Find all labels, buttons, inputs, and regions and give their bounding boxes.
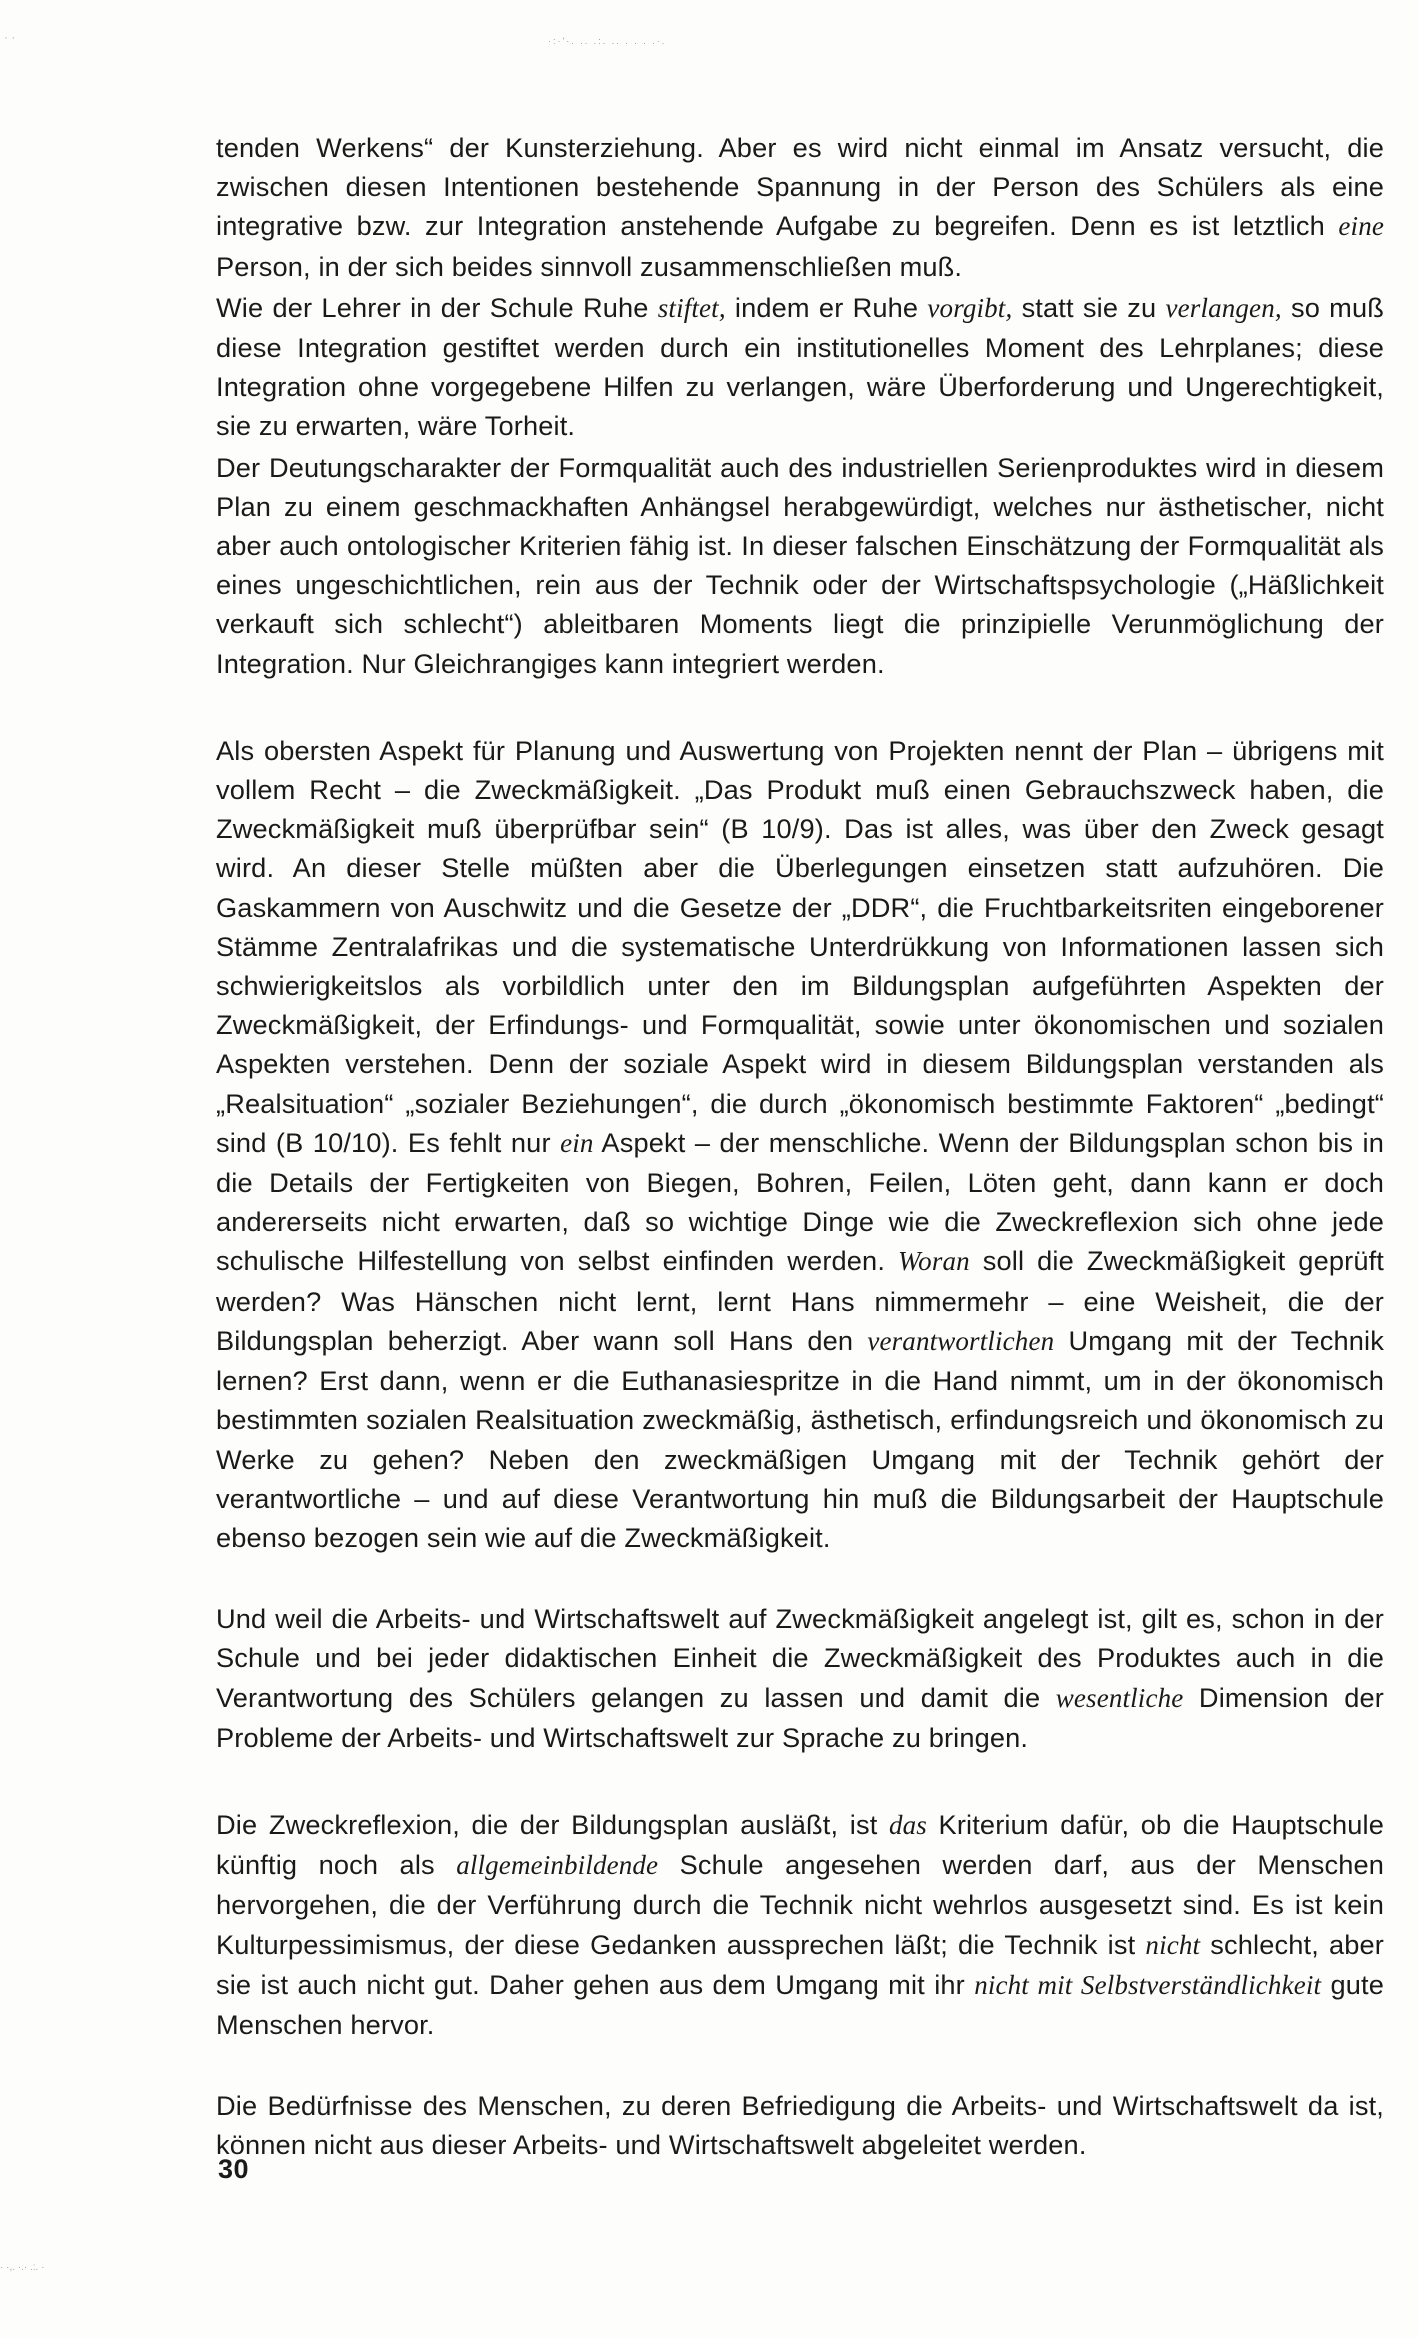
paragraph [216, 1599, 1384, 1757]
emphasized-text: eine [1338, 211, 1384, 242]
scan-artifact-top-left: · · [4, 30, 16, 44]
text-run: Schule angesehen werden darf, aus der Menschen hervorgehen, die der Verführung durch die Technik nicht wehrlos ausgesetzt sind. Es ist kein Kulturpessimismus, der diese Gedanken aussprechen läßt; die Technik ist [216, 1849, 1385, 1960]
body-text [216, 128, 1384, 2165]
emphasized-text: ein [560, 1127, 594, 1158]
paragraph [216, 2086, 1384, 2164]
emphasized-text: das [888, 1809, 927, 1840]
text-run: Person, in der sich beides sinnvoll zusammenschließen muß. [216, 250, 963, 282]
page-number: 30 [218, 2154, 250, 2184]
emphasized-text: allgemeinbildende [456, 1850, 659, 1881]
text-run: Der Deutungscharakter der Formqualität auch des industriellen Serienproduktes wird in diesem Plan zu einem geschmackhaften Anhängsel herabgewürdigt, welches nur ästhetischer, nicht aber auch ontologischer Kriterien fähig ist. In dieser falschen Einschätzung der Formqualität als eines ungeschichtlichen, rein aus der Technik oder der Wirtschaftspsychologie („Häßlichkeit verkauft sich schlecht“) ableitbaren Moments liegt die prinzipielle Verunmöglichung der Integration. Nur Gleichrangiges kann integriert werden. [216, 451, 1384, 679]
scan-artifact-top: ·:·'·. .. .:. .. . . . .·. [548, 36, 667, 46]
paragraph [216, 128, 1384, 286]
text-run: Wie der Lehrer in der Schule Ruhe [216, 291, 658, 323]
paragraph [216, 448, 1384, 683]
text-run: Als obersten Aspekt für Planung und Auswertung von Projekten nennt der Plan – übrigens mit vollem Recht – die Zweckmäßigkeit. „Das Produkt muß einen Gebrauchszweck haben, die Zweckmäßigkeit muß überprüfbar sein“ (B 10/9). Das ist alles, was über den Zweck gesagt wird. An dieser Stelle müßten aber die Überlegungen einsetzen statt aufzuhören. Die Gaskammern von Auschwitz und die Gesetze der „DDR“, die Fruchtbarkeitsriten eingeborener Stämme Zentralafrikas und die systematische Unterdrükkung von Informationen lassen sich schwierigkeitslos als vorbildlich unter den im Bildungsplan aufgeführten Aspekten der Zweckmäßigkeit, der Erfindungs- und Formqualität, sowie unter ökonomischen und sozialen Aspekten verstehen. Denn der soziale Aspekt wird in diesem Bildungsplan verstanden als „Realsituation“ „sozialer Beziehungen“, die durch „ökonomisch bestimmte Faktoren“ „bedingt“ sind (B 10/10). Es fehlt nur [216, 734, 1384, 1158]
text-run: soll die Zweckmäßigkeit geprüft werden? Was Hänschen nicht lernt, lernt Hans nimmermehr – eine Weisheit, die der Bildungsplan beherzigt. Aber wann soll Hans den [216, 1245, 1384, 1356]
emphasized-text: nicht mit Selbstverständlichkeit [974, 1969, 1322, 2000]
text-run: so muß diese Integration gestiftet werden durch ein institutionelles Moment des Lehrplanes; diese Integration ohne vorgegebene Hilfen zu verlangen, wäre Überforderung und Ungerechtigkeit, sie zu erwarten, wäre Torheit. [216, 291, 1384, 442]
text-run: statt sie zu [1012, 291, 1166, 323]
emphasized-text: verlangen, [1165, 292, 1282, 323]
emphasized-text: nicht [1145, 1929, 1201, 1960]
paragraph [216, 731, 1384, 1557]
text-run: schlecht, aber sie ist auch nicht gut. Daher gehen aus dem Umgang mit ihr [216, 1928, 1385, 2000]
paragraph [216, 1805, 1384, 2044]
text-run: Umgang mit der Technik lernen? Erst dann, wenn er die Euthanasiespritze in die Hand nimmt, um in der ökonomisch bestimmten sozialen Realsituation zweckmäßig, ästhetisch, erfindungsreich und ökonomisch zu Werke zu gehen? Neben den zweckmäßigen Umgang mit der Technik gehört der verantwortliche – und auf diese Verantwortung hin muß die Bildungsarbeit der Hauptschule ebenso bezogen sein wie auf die Zweckmäßigkeit. [216, 1324, 1384, 1553]
scan-artifact-bottom-left: · ·,. ·.· .:. · [0, 2262, 45, 2273]
text-run: tenden Werkens“ der Kunsterziehung. Aber es wird nicht einmal im Ansatz versucht, die zwischen diesen Intentionen bestehende Spannung in der Person des Schülers als eine integrative bzw. zur Integration anstehende Aufgabe zu begreifen. Denn es ist letztlich [216, 132, 1384, 242]
emphasized-text: stiftet, [657, 292, 726, 323]
text-run: Die Bedürfnisse des Menschen, zu deren Befriedigung die Arbeits- und Wirtschaftswelt da ist, können nicht aus dieser Arbeits- und Wirtschaftswelt abgeleitet werden. [216, 2090, 1384, 2161]
text-run: Die Zweckreflexion, die der Bildungsplan ausläßt, ist [216, 1808, 889, 1840]
text-run: Dimension der Probleme der Arbeits- und Wirtschaftswelt zur Sprache zu bringen. [216, 1681, 1384, 1753]
emphasized-text: Woran [898, 1246, 970, 1277]
text-run: gute Menschen hervor. [216, 1968, 1384, 2040]
text-run: indem er Ruhe [725, 291, 928, 323]
paragraph [216, 288, 1384, 446]
text-run: Kriterium dafür, ob die Hauptschule künftig noch als [216, 1808, 1384, 1881]
emphasized-text: vorgibt, [927, 292, 1013, 323]
text-run: Und weil die Arbeits- und Wirtschaftswelt auf Zweckmäßigkeit angelegt ist, gilt es, schon in der Schule und bei jeder didaktischen Einheit die Zweckmäßigkeit des Produktes auch in die Verantwortung des Schülers gelangen zu lassen und damit die [216, 1603, 1384, 1713]
emphasized-text: verantwortlichen [867, 1325, 1055, 1356]
text-run: Aspekt – der menschliche. Wenn der Bildungsplan schon bis in die Details der Fertigkeiten von Biegen, Bohren, Feilen, Löten geht, dann kann er doch andererseits nicht erwarten, daß so wichtige Dinge wie die Zweckreflexion sich ohne jede schulische Hilfestellung von selbst einfinden werden. [216, 1126, 1385, 1277]
emphasized-text: wesentliche [1055, 1682, 1184, 1713]
